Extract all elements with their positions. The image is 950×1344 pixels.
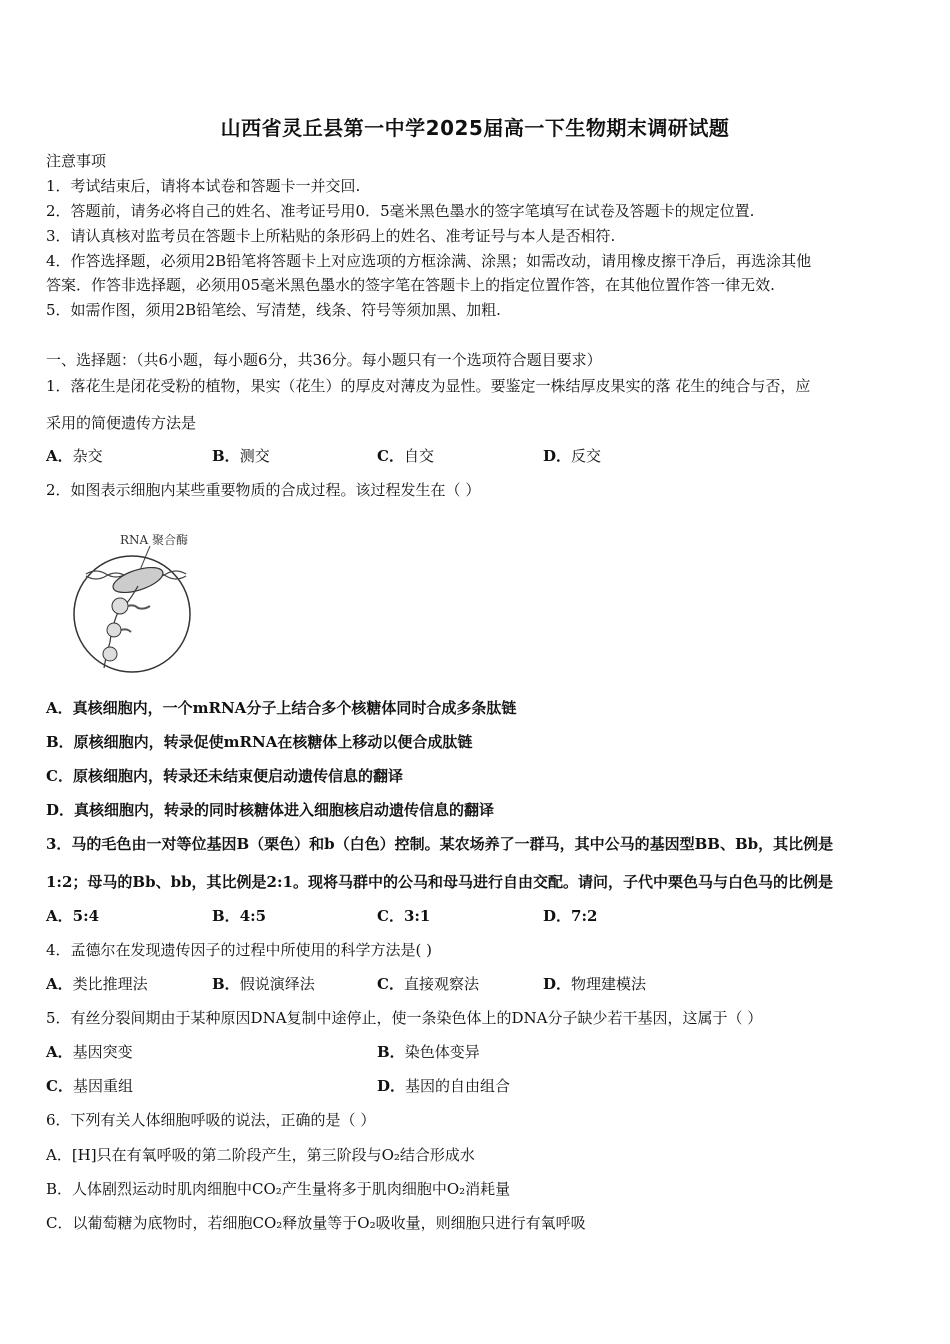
translation-figure	[68, 526, 208, 684]
question-3-stem: 3．马的毛色由一对等位基因B（栗色）和b（白色）控制。某农场养了一群马，其中公马的基因型BB、Bb，其比例是	[46, 835, 834, 853]
notice-item: 答案．作答非选择题，必须用05毫米黑色墨水的签字笔在答题卡上的指定位置作答，在其他位置作答一律无效.	[46, 276, 775, 294]
section-heading: 一、选择题：（共6小题，每小题6分，共36分。每小题只有一个选项符合题目要求）	[46, 351, 602, 369]
peptide-chain	[128, 605, 150, 608]
q4-option-b: B．假说演绎法	[212, 975, 315, 993]
notice-item: 1．考试结束后，请将本试卷和答题卡一并交回.	[46, 177, 361, 195]
figure-svg	[68, 526, 208, 684]
q6-option-b: B．人体剧烈运动时肌肉细胞中CO₂产生量将多于肌肉细胞中O₂消耗量	[46, 1180, 511, 1198]
figure-label: RNA 聚合酶	[120, 533, 189, 547]
q4-option-d: D．物理建模法	[543, 975, 647, 993]
question-3-stem-cont: 1:2；母马的Bb、bb，其比例是2:1。现将马群中的公马和母马进行自由交配。请问，子代中栗色马与白色马的比例是	[46, 873, 833, 891]
q1-option-d: D．反交	[543, 447, 602, 465]
notice-item: 2．答题前，请务必将自己的姓名、准考证号用0．5毫米黑色墨水的签字笔填写在试卷及答题卡的规定位置.	[46, 202, 755, 220]
q3-option-c: C．3:1	[377, 907, 431, 925]
q5-option-a: A．基因突变	[46, 1043, 133, 1061]
question-1-stem-cont: 采用的简便遗传方法是	[46, 414, 197, 432]
ribosome	[112, 598, 128, 614]
notice-item: 5．如需作图，须用2B铅笔绘、写清楚，线条、符号等须加黑、加粗.	[46, 301, 501, 319]
q4-option-a: A．类比推理法	[46, 975, 148, 993]
q1-option-c: C．自交	[377, 447, 434, 465]
q1-option-a: A．杂交	[46, 447, 103, 465]
notice-item: 4．作答选择题，必须用2B铅笔将答题卡上对应选项的方框涂满、涂黑；如需改动，请用橡皮擦干净后，再选涂其他	[46, 252, 812, 270]
notice-item: 3．请认真核对监考员在答题卡上所粘贴的条形码上的姓名、准考证号与本人是否相符.	[46, 227, 616, 245]
q6-option-a: A．[H]只在有氧呼吸的第二阶段产生，第三阶段与O₂结合形成水	[46, 1146, 475, 1164]
q2-option-a: A．真核细胞内，一个mRNA分子上结合多个核糖体同时合成多条肽链	[46, 699, 517, 717]
q2-option-b: B．原核细胞内，转录促使mRNA在核糖体上移动以便合成肽链	[46, 733, 473, 751]
q4-option-c: C．直接观察法	[377, 975, 479, 993]
q1-option-b: B．测交	[212, 447, 270, 465]
q5-option-d: D．基因的自由组合	[377, 1077, 511, 1095]
q6-option-c: C．以葡萄糖为底物时，若细胞CO₂释放量等于O₂吸收量，则细胞只进行有氧呼吸	[46, 1214, 586, 1232]
q3-option-d: D．7:2	[543, 907, 598, 925]
question-4-stem: 4．孟德尔在发现遗传因子的过程中所使用的科学方法是( )	[46, 941, 433, 959]
ribosome	[103, 647, 117, 661]
question-2-stem: 2．如图表示细胞内某些重要物质的合成过程。该过程发生在（ ）	[46, 481, 481, 499]
question-1-stem: 1．落花生是闭花受粉的植物，果实（花生）的厚皮对薄皮为显性。要鉴定一株结厚皮果实的落 花生的纯合与否，应	[46, 377, 811, 395]
rna-polymerase	[110, 562, 166, 597]
notice-heading: 注意事项	[46, 152, 107, 170]
q5-option-b: B．染色体变异	[377, 1043, 480, 1061]
q2-option-c: C．原核细胞内，转录还未结束便启动遗传信息的翻译	[46, 767, 403, 785]
q3-option-a: A．5:4	[46, 907, 100, 925]
q2-option-d: D．真核细胞内，转录的同时核糖体进入细胞核启动遗传信息的翻译	[46, 801, 495, 819]
ribosome	[107, 623, 121, 637]
question-6-stem: 6．下列有关人体细胞呼吸的说法，正确的是（ ）	[46, 1111, 376, 1129]
question-5-stem: 5．有丝分裂间期由于某种原因DNA复制中途停止，使一条染色体上的DNA分子缺少若干基因，这属于（ ）	[46, 1009, 763, 1027]
q5-option-c: C．基因重组	[46, 1077, 133, 1095]
peptide-chain	[121, 629, 131, 632]
q3-option-b: B．4:5	[212, 907, 267, 925]
page-title: 山西省灵丘县第一中学2025届高一下生物期末调研试题	[220, 116, 730, 140]
